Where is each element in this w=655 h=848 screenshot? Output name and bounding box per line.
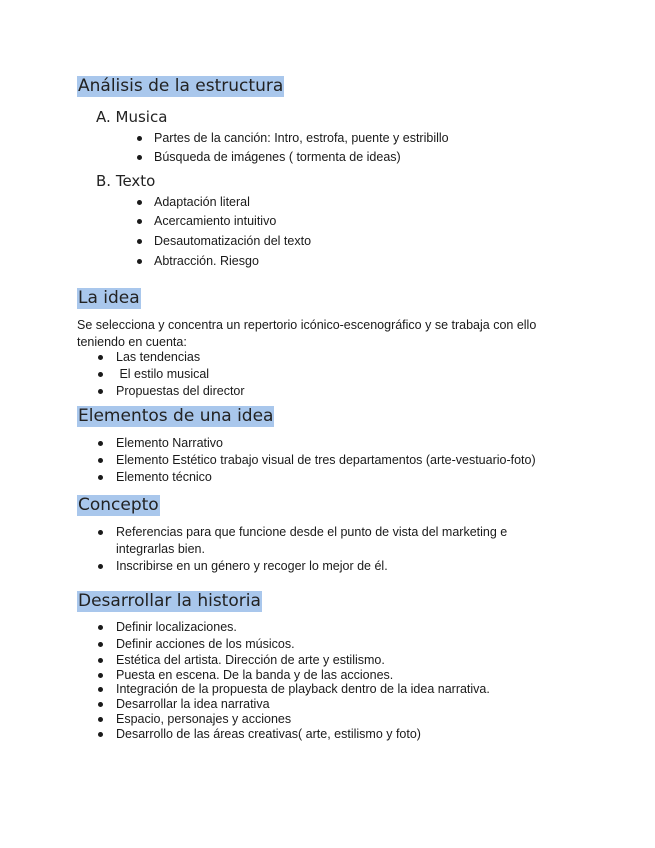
heading-historia: Desarrollar la historia bbox=[78, 591, 261, 611]
bullet-icon bbox=[98, 372, 103, 377]
bullet-icon bbox=[137, 259, 142, 264]
bullet-icon bbox=[98, 355, 103, 360]
bullet-icon bbox=[98, 530, 103, 535]
bullet-icon bbox=[98, 642, 103, 647]
bullet-icon bbox=[98, 687, 103, 692]
paragraph-line: teniendo en cuenta: bbox=[77, 335, 187, 349]
document-page: Análisis de la estructura A. Musica Partes de la canción: Intro, estrofa, puente y estribillo Búsqueda de imágenes ( tormenta de ideas) B. Texto Adaptación literal Acercamiento intuitivo Desautomatización del texto Abtracción. Riesgo La idea Se selecciona y concentra un repertorio icónico-escenográfico y se trabaja con ello teniendo en cuenta: Las tendencias El estilo musical Propuestas del director Elementos de una idea Elemento Narrativo Elemento Estético trabajo visual de tres departamentos (arte-vestuario-foto) Elemento técnico Concepto Referencias para que funcione desde el punto de vista del marketing e integrarlas bien. Inscribirse en un género y recoger lo mejor de él. Desarrollar la historia Definir localizaciones. Definir acciones de los músicos. Estética del artista. Dirección de arte y estilismo. Puesta en escena. De la banda y de las acciones. Integración de la propuesta de playback dentro de la idea narrativa. Desarrollar la idea narrativa Espacio, personajes y acciones Desarrollo de las áreas creativas( arte, estilismo y foto) bbox=[77, 76, 537, 741]
bullet-icon bbox=[137, 136, 142, 141]
bullet-icon bbox=[98, 673, 103, 678]
bullet-icon bbox=[137, 200, 142, 205]
bullet-icon bbox=[98, 625, 103, 630]
bullet-icon bbox=[98, 389, 103, 394]
bullet-icon bbox=[98, 732, 103, 737]
paragraph-line: Se selecciona y concentra un repertorio icónico-escenográfico y se trabaja con ello bbox=[77, 318, 537, 332]
heading-elementos: Elementos de una idea bbox=[78, 406, 274, 426]
bullet-icon bbox=[137, 239, 142, 244]
heading-concepto: Concepto bbox=[78, 495, 159, 515]
bullet-icon bbox=[98, 702, 103, 707]
bullet-icon bbox=[98, 658, 103, 663]
bullet-icon bbox=[137, 155, 142, 160]
bullet-icon bbox=[98, 458, 103, 463]
bullet-icon bbox=[98, 564, 103, 569]
heading-analisis: Análisis de la estructura bbox=[78, 76, 284, 96]
bullet-icon bbox=[137, 219, 142, 224]
bullet-icon bbox=[98, 717, 103, 722]
bullet-icon bbox=[98, 441, 103, 446]
heading-la-idea: La idea bbox=[78, 288, 140, 308]
list-item-continuation: integrarlas bien. bbox=[116, 542, 205, 556]
subheading-musica: A. Musica bbox=[96, 108, 168, 126]
subheading-texto: B. Texto bbox=[96, 172, 156, 190]
bullet-icon bbox=[98, 475, 103, 480]
